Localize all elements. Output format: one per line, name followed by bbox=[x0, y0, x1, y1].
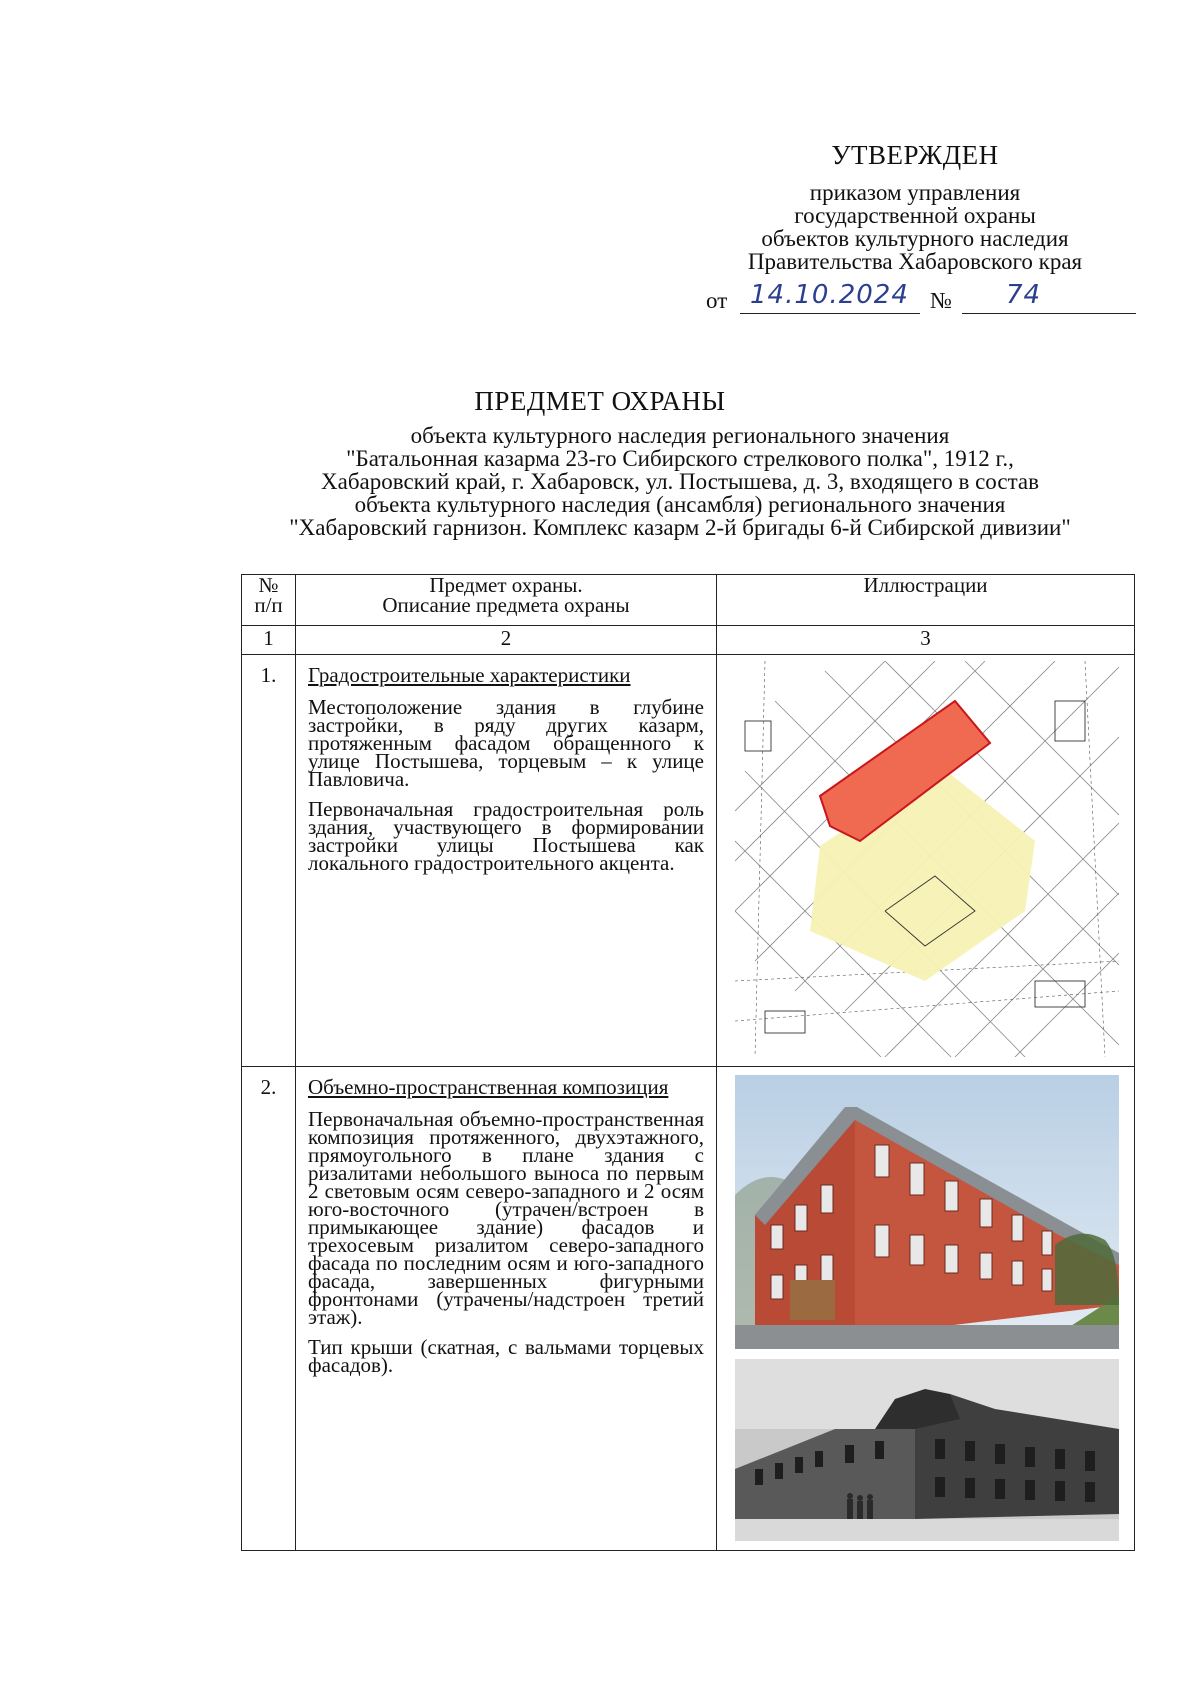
row-illustrations bbox=[717, 1067, 1135, 1551]
date-handwritten: 14.10.2024 bbox=[750, 280, 909, 310]
table-header-row bbox=[242, 575, 1135, 626]
section-title: Градостроительные характеристики bbox=[308, 663, 631, 687]
table-row bbox=[242, 1067, 1135, 1551]
approval-heading: УТВЕРЖДЕН bbox=[831, 140, 999, 170]
subtitle-line: "Батальонная казарма 23-го Сибирского стрелкового полка", 1912 г., bbox=[346, 446, 1014, 471]
header-subject-line2: Описание предмета охраны bbox=[382, 593, 630, 617]
header-number-symbol: № bbox=[258, 573, 279, 597]
column-number: 3 bbox=[717, 626, 1135, 655]
header-subject bbox=[296, 575, 717, 626]
approval-line: государственной охраны bbox=[794, 203, 1036, 228]
approval-line: приказом управления bbox=[809, 180, 1021, 205]
order-date-number bbox=[706, 282, 1136, 318]
header-number-abbr: п/п bbox=[254, 593, 283, 617]
building-photo-modern bbox=[735, 1075, 1119, 1349]
document-subtitle bbox=[230, 424, 1130, 539]
subtitle-line: Хабаровский край, г. Хабаровск, ул. Постышева, д. 3, входящего в состав bbox=[321, 469, 1039, 494]
subtitle-line: объекта культурного наследия (ансамбля) регионального значения bbox=[354, 492, 1006, 517]
description-paragraph: Тип крыши (скатная, с вальмами торцевых фасадов). bbox=[308, 1335, 704, 1377]
section-title: Объемно-пространственная композиция bbox=[308, 1075, 669, 1099]
row-illustrations bbox=[717, 655, 1135, 1067]
row-number: 2. bbox=[242, 1067, 296, 1551]
number-handwritten: 74 bbox=[1006, 280, 1042, 310]
row-number: 1. bbox=[242, 655, 296, 1067]
description-paragraph: Первоначальная объемно-пространственная композиция протяженного, двухэтажного, прямоугольного в плане здания с ризалитами небольшого выноса по первым 2 световым осям северо-западного и 2 осям юго-восточного (утрачен/встроен в примыкающее здание) фасадов и трехосевым ризалитом северо-западного фасада по последним осям и юго-западного фасада, завершенных фигурными фронтонами (утрачены/надстроен третий этаж). bbox=[308, 1107, 704, 1329]
site-plan-map bbox=[735, 661, 1119, 1057]
description-paragraph: Первоначальная градостроительная роль здания, участвующего в формировании застройки улицы Постышева как локального градостроительного акцента. bbox=[308, 797, 704, 875]
building-photo-historic bbox=[735, 1359, 1119, 1541]
approval-block bbox=[700, 140, 1130, 273]
row-description bbox=[296, 1067, 717, 1551]
protection-table bbox=[241, 574, 1135, 1551]
row-description bbox=[296, 655, 717, 1067]
description-paragraph: Местоположение здания в глубине застройки, в ряду других казарм, протяженным фасадом обращенного к улице Постышева, торцевым – к улице Павловича. bbox=[308, 695, 704, 791]
table-row bbox=[242, 655, 1135, 1067]
column-number-row bbox=[242, 626, 1135, 655]
subtitle-line: объекта культурного наследия регионального значения bbox=[410, 423, 950, 448]
header-number bbox=[242, 575, 296, 626]
date-prefix: от bbox=[706, 288, 728, 313]
header-illustrations: Иллюстрации bbox=[717, 575, 1135, 626]
approval-line: объектов культурного наследия bbox=[761, 226, 1069, 251]
subtitle-line: "Хабаровский гарнизон. Комплекс казарм 2-й бригады 6-й Сибирской дивизии" bbox=[289, 515, 1071, 540]
column-number: 1 bbox=[242, 626, 296, 655]
number-prefix: № bbox=[930, 288, 952, 313]
document-title: ПРЕДМЕТ ОХРАНЫ bbox=[474, 386, 726, 416]
header-subject-line1: Предмет охраны. bbox=[429, 573, 583, 597]
column-number: 2 bbox=[296, 626, 717, 655]
approval-line: Правительства Хабаровского края bbox=[747, 249, 1083, 274]
number-underline bbox=[962, 313, 1136, 314]
date-underline bbox=[740, 313, 920, 314]
